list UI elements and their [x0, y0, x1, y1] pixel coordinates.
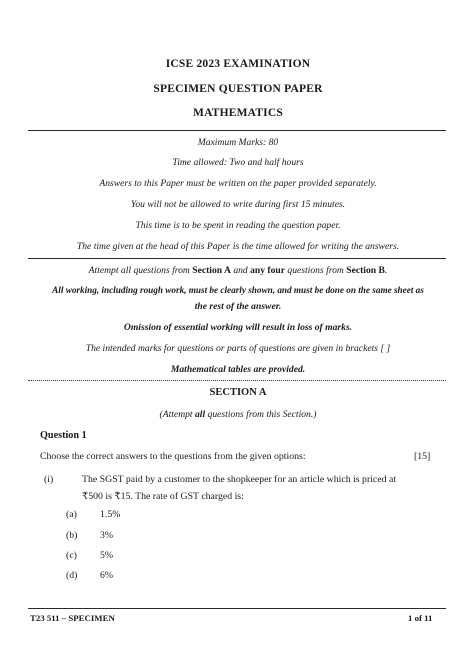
option-b-value: 3% — [100, 530, 114, 541]
instructions-rule — [28, 380, 446, 381]
omission-warning: Omission of essential working will result in loss of marks. — [123, 322, 353, 333]
header-rule — [28, 130, 446, 131]
reading-time-note: This time is to be spent in reading the question paper. — [135, 220, 341, 231]
option-d-value: 6% — [100, 570, 114, 581]
question-text-line2: ₹500 is ₹15. The rate of GST charged is: — [82, 491, 244, 502]
option-c-value: 5% — [100, 550, 114, 561]
option-d-label: (d) — [66, 570, 78, 581]
maximum-marks: Maximum Marks: 80 — [197, 137, 279, 148]
answer-instruction: Answers to this Paper must be written on the paper provided separately. — [99, 178, 377, 189]
part-number: (i) — [44, 474, 54, 485]
question-text-line1: The SGST paid by a customer to the shopkeeper for an article which is priced at — [82, 474, 397, 485]
working-instruction-line1: All working, including rough work, must be clearly shown, and must be done on the same sheet as — [52, 285, 424, 295]
time-head-note: The time given at the head of this Paper is the time allowed for writing the answers. — [76, 241, 400, 252]
time-allowed: Time allowed: Two and half hours — [172, 157, 304, 168]
subject-title: MATHEMATICS — [193, 107, 283, 119]
info-rule — [28, 258, 446, 259]
attempt-instruction: Attempt all questions from Section A and any four questions from Section B. — [88, 265, 388, 276]
paper-code: T23 511 – SPECIMEN — [30, 613, 115, 623]
option-a-value: 1.5% — [100, 509, 121, 520]
paper-title: SPECIMEN QUESTION PAPER — [153, 83, 323, 95]
marks-brackets-note: The intended marks for questions or parts of questions are given in brackets [ ] — [85, 343, 391, 354]
question-marks: [15] — [414, 451, 431, 462]
exam-title: ICSE 2023 EXAMINATION — [165, 58, 311, 70]
question-label: Question 1 — [40, 430, 87, 441]
footer-rule — [28, 608, 446, 609]
option-a-label: (a) — [66, 509, 77, 520]
section-subtitle: (Attempt all questions from this Section.) — [159, 409, 317, 420]
option-b-label: (b) — [66, 530, 78, 541]
writing-restriction: You will not be allowed to write during first 15 minutes. — [130, 199, 346, 210]
page-number: 1 of 11 — [408, 613, 433, 623]
section-title: SECTION A — [209, 387, 267, 398]
tables-note: Mathematical tables are provided. — [170, 364, 306, 375]
option-c-label: (c) — [66, 550, 77, 561]
working-instruction-line2: the rest of the answer. — [194, 301, 282, 312]
question-prompt: Choose the correct answers to the questions from the given options: — [40, 451, 306, 462]
